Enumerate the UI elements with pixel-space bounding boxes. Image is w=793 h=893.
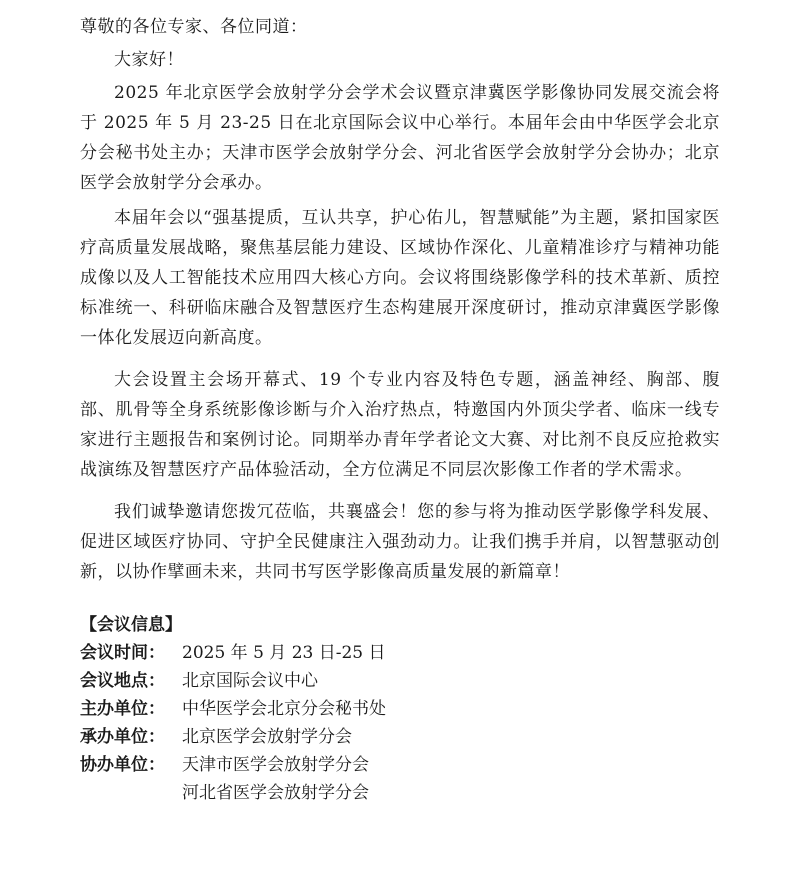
info-value: 中华医学会北京分会秘书处 — [182, 699, 386, 719]
info-value: 2025 年 5 月 23 日-25 日 — [182, 643, 386, 663]
info-row-co-organizer — [80, 751, 720, 807]
info-row-host — [80, 695, 720, 723]
paragraph-program: 大会设置主会场开幕式、19 个专业内容及特色专题，涵盖神经、胸部、腹部、肌骨等全身系统影像诊断与介入治疗热点，特邀国内外顶尖学者、临床一线专家进行主题报告和案例讨论。同期举办青年学者论文大赛、对比剂不良反应抢救实战演练及智慧医疗产品体验活动，全方位满足不同层次影像工作者的学术需求。 — [80, 370, 720, 480]
greeting: 大家好！ — [114, 50, 184, 70]
info-row-organizer — [80, 723, 720, 751]
info-row-time — [80, 639, 720, 667]
paragraph-invitation: 我们诚挚邀请您拨冗莅临，共襄盛会！您的参与将为推动医学影像学科发展、促进区域医疗协同、守护全民健康注入强劲动力。让我们携手并肩，以智慧驱动创新，以协作擘画未来，共同书写医学影像高质量发展的新篇章！ — [80, 502, 720, 582]
paragraph-intro: 2025 年北京医学会放射学分会学术会议暨京津冀医学影像协同发展交流会将于 2025 年 5 月 23-25 日在北京国际会议中心举行。本届年会由中华医学会北京分会秘书处主办；天津市医学会放射学分会、河北省医学会放射学分会协办；北京医学会放射学分会承办。 — [80, 83, 720, 193]
document-page — [80, 12, 720, 807]
salutation: 尊敬的各位专家、各位同道： — [80, 17, 308, 37]
info-value: 河北省医学会放射学分会 — [182, 783, 369, 803]
info-value: 北京医学会放射学分会 — [182, 727, 352, 747]
info-label: 协办单位： — [80, 755, 165, 775]
info-heading: 【会议信息】 — [80, 615, 182, 635]
info-value: 天津市医学会放射学分会 — [182, 755, 369, 775]
info-label: 会议时间： — [80, 643, 165, 663]
info-row-venue — [80, 667, 720, 695]
paragraph-theme: 本届年会以“强基提质，互认共享，护心佑儿，智慧赋能”为主题，紧扣国家医疗高质量发展战略，聚焦基层能力建设、区域协作深化、儿童精准诊疗与精神功能成像以及人工智能技术应用四大核心方向。会议将围绕影像学科的技术革新、质控标准统一、科研临床融合及智慧医疗生态构建展开深度研讨，推动京津冀医学影像一体化发展迈向新高度。 — [80, 208, 720, 348]
info-label: 会议地点： — [80, 671, 165, 691]
info-label: 主办单位： — [80, 699, 165, 719]
info-value: 北京国际会议中心 — [182, 671, 318, 691]
info-label: 承办单位： — [80, 727, 165, 747]
